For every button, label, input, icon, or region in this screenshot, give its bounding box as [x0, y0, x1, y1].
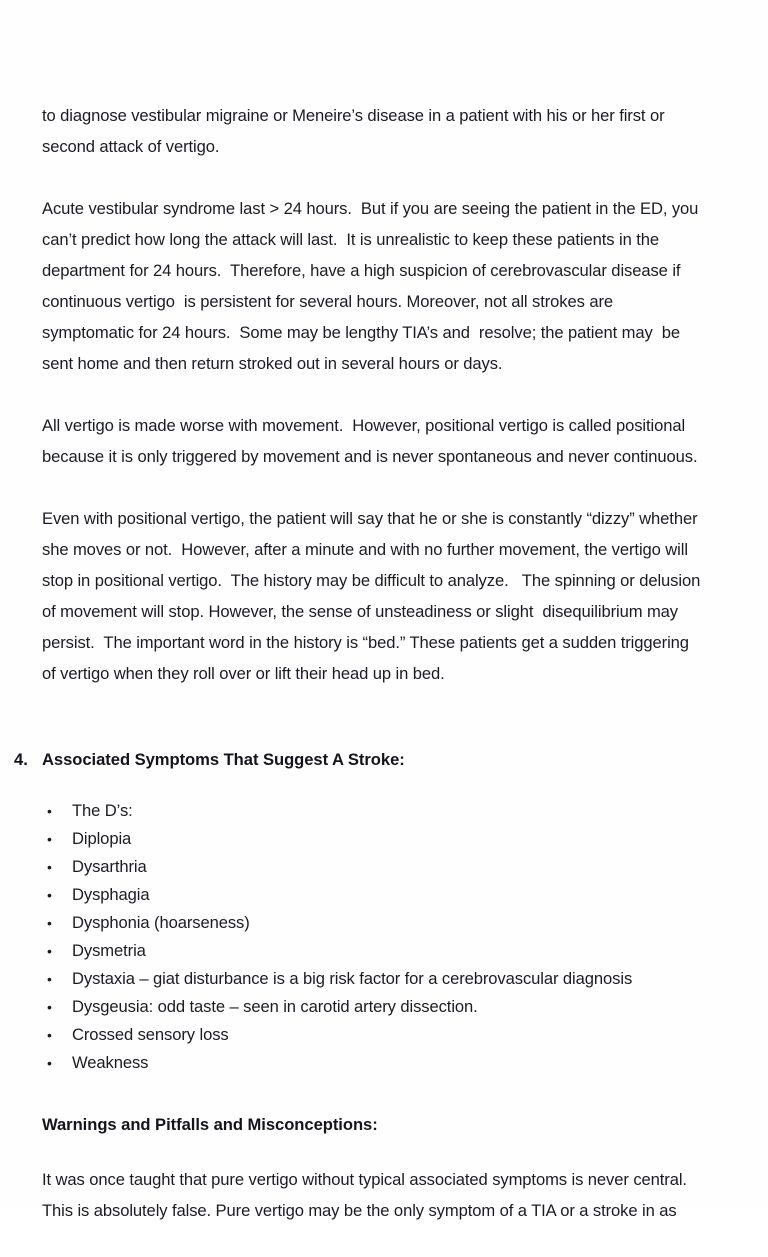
list-item	[42, 909, 768, 937]
list-item-label: Weakness	[72, 1053, 149, 1072]
text-line: continuous vertigo is persistent for several hours. Moreover, not all strokes are	[42, 292, 614, 311]
text-line: symptomatic for 24 hours. Some may be lengthy TIA’s and resolve; the patient may be	[42, 323, 680, 342]
bullet-icon: •	[47, 859, 52, 875]
section-heading-label: Associated Symptoms That Suggest A Stroke:	[42, 750, 405, 769]
text-line: stop in positional vertigo. The history may be difficult to analyze. The spinning or delusion	[42, 571, 701, 590]
text-line: persist. The important word in the history is “bed.” These patients get a sudden triggering	[42, 633, 689, 652]
section-heading-associated-symptoms	[14, 744, 740, 775]
subheading-body-spacer	[42, 1140, 768, 1164]
section-spacer	[42, 720, 768, 744]
bullet-icon: •	[47, 943, 52, 959]
list-item-label: Dysmetria	[72, 941, 146, 960]
list-item-label: Dysphagia	[72, 885, 150, 904]
list-item	[42, 853, 768, 881]
paragraph-positional-vertigo-detail	[42, 503, 768, 689]
text-line: second attack of vertigo.	[42, 137, 220, 156]
section-number: 4.	[14, 750, 28, 769]
list-item	[42, 937, 768, 965]
list-item-label: Dystaxia – giat disturbance is a big risk factor for a cerebrovascular diagnosis	[72, 969, 633, 988]
bullet-icon: •	[47, 887, 52, 903]
document-body	[14, 100, 768, 1257]
paragraph-acute-vestibular-syndrome	[42, 193, 768, 379]
list-item	[42, 1049, 768, 1077]
text-line: All vertigo is made worse with movement. However, positional vertigo is called positional	[42, 416, 686, 435]
text-line: to diagnose vestibular migraine or Meneire’s disease in a patient with his or her first or	[42, 106, 665, 125]
text-line: she moves or not. However, after a minute and with no further movement, the vertigo will	[42, 540, 688, 559]
list-item-label: Crossed sensory loss	[72, 1025, 229, 1044]
paragraph-all-vertigo-movement	[42, 410, 768, 472]
stroke-symptoms-list	[42, 797, 768, 1077]
paragraph-warnings-body	[42, 1164, 768, 1226]
paragraph-vestibular-migraine	[42, 100, 768, 162]
list-item	[42, 965, 768, 993]
list-item-label: Dysphonia (hoarseness)	[72, 913, 250, 932]
bullet-icon: •	[47, 1027, 52, 1043]
list-item	[42, 1021, 768, 1049]
text-line: sent home and then return stroked out in several hours or days.	[42, 354, 503, 373]
list-item-label: Dysarthria	[72, 857, 147, 876]
list-subheading-spacer	[42, 1077, 768, 1109]
text-line: because it is only triggered by movement and is never spontaneous and never continuous.	[42, 447, 698, 466]
subsection-heading-warnings: Warnings and Pitfalls and Misconceptions:	[42, 1115, 378, 1134]
list-item	[42, 993, 768, 1021]
text-line: Acute vestibular syndrome last > 24 hours. But if you are seeing the patient in the ED, you	[42, 199, 699, 218]
bullet-icon: •	[47, 971, 52, 987]
list-item	[42, 797, 768, 825]
text-line: Even with positional vertigo, the patient will say that he or she is constantly “dizzy” whether	[42, 509, 698, 528]
heading-list-spacer	[42, 783, 768, 797]
text-line: department for 24 hours. Therefore, have a high suspicion of cerebrovascular disease if	[42, 261, 681, 280]
text-line: of vertigo when they roll over or lift their head up in bed.	[42, 664, 445, 683]
bullet-icon: •	[47, 999, 52, 1015]
list-item	[42, 881, 768, 909]
bullet-icon: •	[47, 1055, 52, 1071]
bullet-icon: •	[47, 803, 52, 819]
bullet-icon: •	[47, 831, 52, 847]
text-line: can’t predict how long the attack will last. It is unrealistic to keep these patients in the	[42, 230, 659, 249]
text-line: It was once taught that pure vertigo without typical associated symptoms is never central.	[42, 1170, 687, 1189]
text-line: This is absolutely false. Pure vertigo may be the only symptom of a TIA or a stroke in as	[42, 1201, 677, 1220]
bullet-icon: •	[47, 915, 52, 931]
text-line: of movement will stop. However, the sense of unsteadiness or slight disequilibrium may	[42, 602, 678, 621]
list-item-label: Dysgeusia: odd taste – seen in carotid artery dissection.	[72, 997, 478, 1016]
list-item	[42, 825, 768, 853]
list-item-label: The D’s:	[72, 801, 133, 820]
list-item-label: Diplopia	[72, 829, 132, 848]
